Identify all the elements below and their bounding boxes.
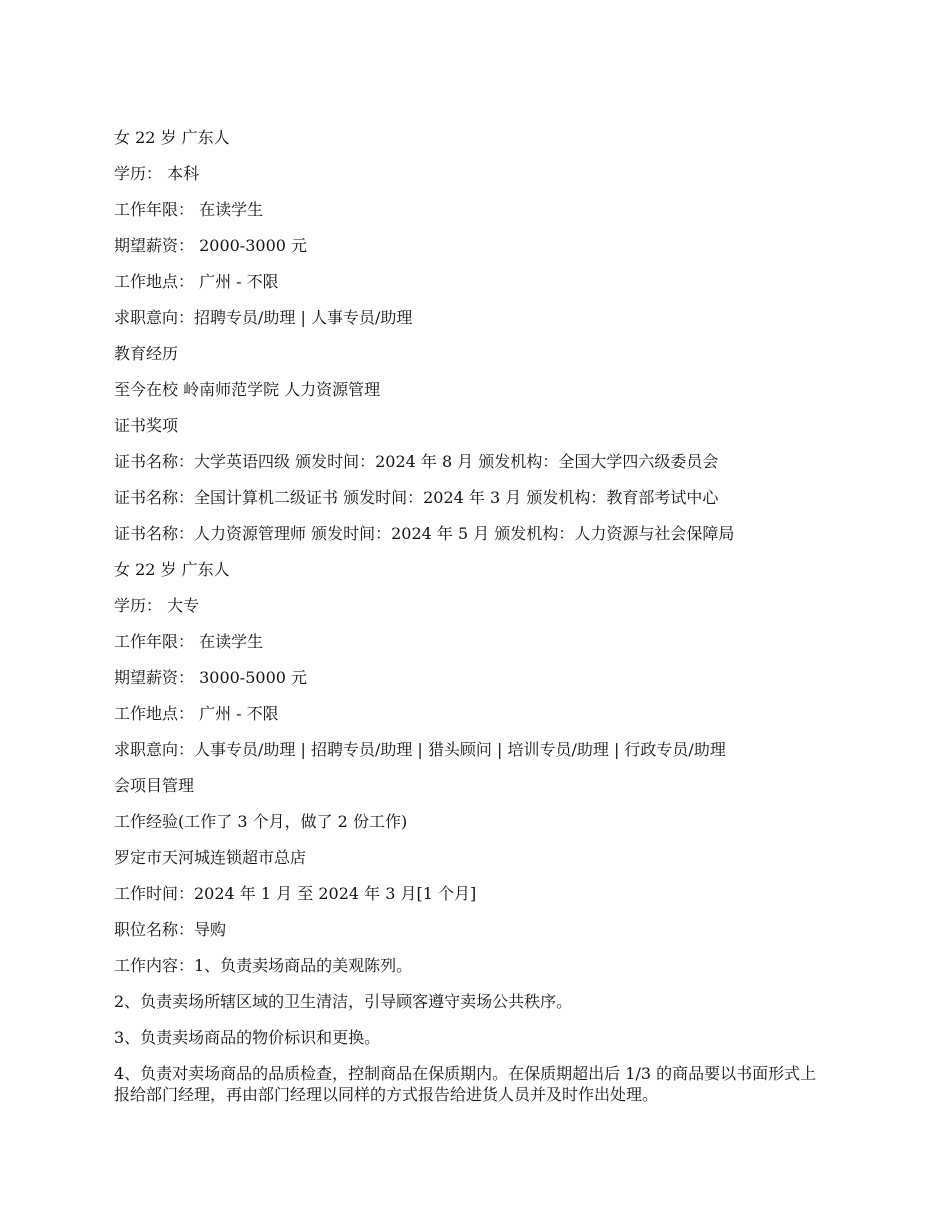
text-line: 工作年限： 在读学生	[114, 200, 264, 219]
text-line: 会项目管理	[114, 776, 195, 795]
text-line: 学历： 大专	[114, 596, 200, 615]
text-line: 证书名称：人力资源管理师 颁发时间：2024 年 5 月 颁发机构：人力资源与社会保障局	[114, 524, 735, 543]
section-heading: 证书奖项	[114, 416, 179, 435]
text-line: 证书名称：大学英语四级 颁发时间：2024 年 8 月 颁发机构：全国大学四六级委员会	[114, 452, 719, 471]
text-paragraph: 4、负责对卖场商品的品质检查，控制商品在保质期内。在保质期超出后 1/3 的商品要以书面形式上报给部门经理，再由部门经理以同样的方式报告给进货人员并及时作出处理。	[114, 1064, 817, 1104]
section-heading: 教育经历	[114, 344, 179, 363]
text-line: 学历： 本科	[114, 164, 200, 183]
text-line: 证书名称：全国计算机二级证书 颁发时间：2024 年 3 月 颁发机构：教育部考试中心	[114, 488, 719, 507]
text-line: 至今在校 岭南师范学院 人力资源管理	[114, 380, 381, 399]
text-line: 工作内容：1、负责卖场商品的美观陈列。	[114, 956, 413, 975]
section-heading: 工作经验(工作了 3 个月，做了 2 份工作)	[114, 812, 408, 831]
text-line: 期望薪资： 3000-5000 元	[114, 668, 308, 687]
text-line: 求职意向：人事专员/助理 | 招聘专员/助理 | 猎头顾问 | 培训专员/助理 | 行政专员/助理	[114, 740, 726, 759]
text-line: 工作地点： 广州 - 不限	[114, 272, 279, 291]
text-line: 女 22 岁 广东人	[114, 128, 230, 147]
text-line: 工作时间：2024 年 1 月 至 2024 年 3 月[1 个月]	[114, 884, 477, 903]
text-line: 罗定市天河城连锁超市总店	[114, 848, 307, 867]
text-line: 职位名称：导购	[114, 920, 227, 939]
text-line: 2、负责卖场所辖区域的卫生清洁，引导顾客遵守卖场公共秩序。	[114, 992, 573, 1011]
text-line: 3、负责卖场商品的物价标识和更换。	[114, 1028, 381, 1047]
resume-document	[114, 120, 830, 1105]
text-line: 期望薪资： 2000-3000 元	[114, 236, 308, 255]
text-line: 工作年限： 在读学生	[114, 632, 264, 651]
text-line: 女 22 岁 广东人	[114, 560, 230, 579]
text-line: 求职意向：招聘专员/助理 | 人事专员/助理	[114, 308, 413, 327]
text-line: 工作地点： 广州 - 不限	[114, 704, 279, 723]
